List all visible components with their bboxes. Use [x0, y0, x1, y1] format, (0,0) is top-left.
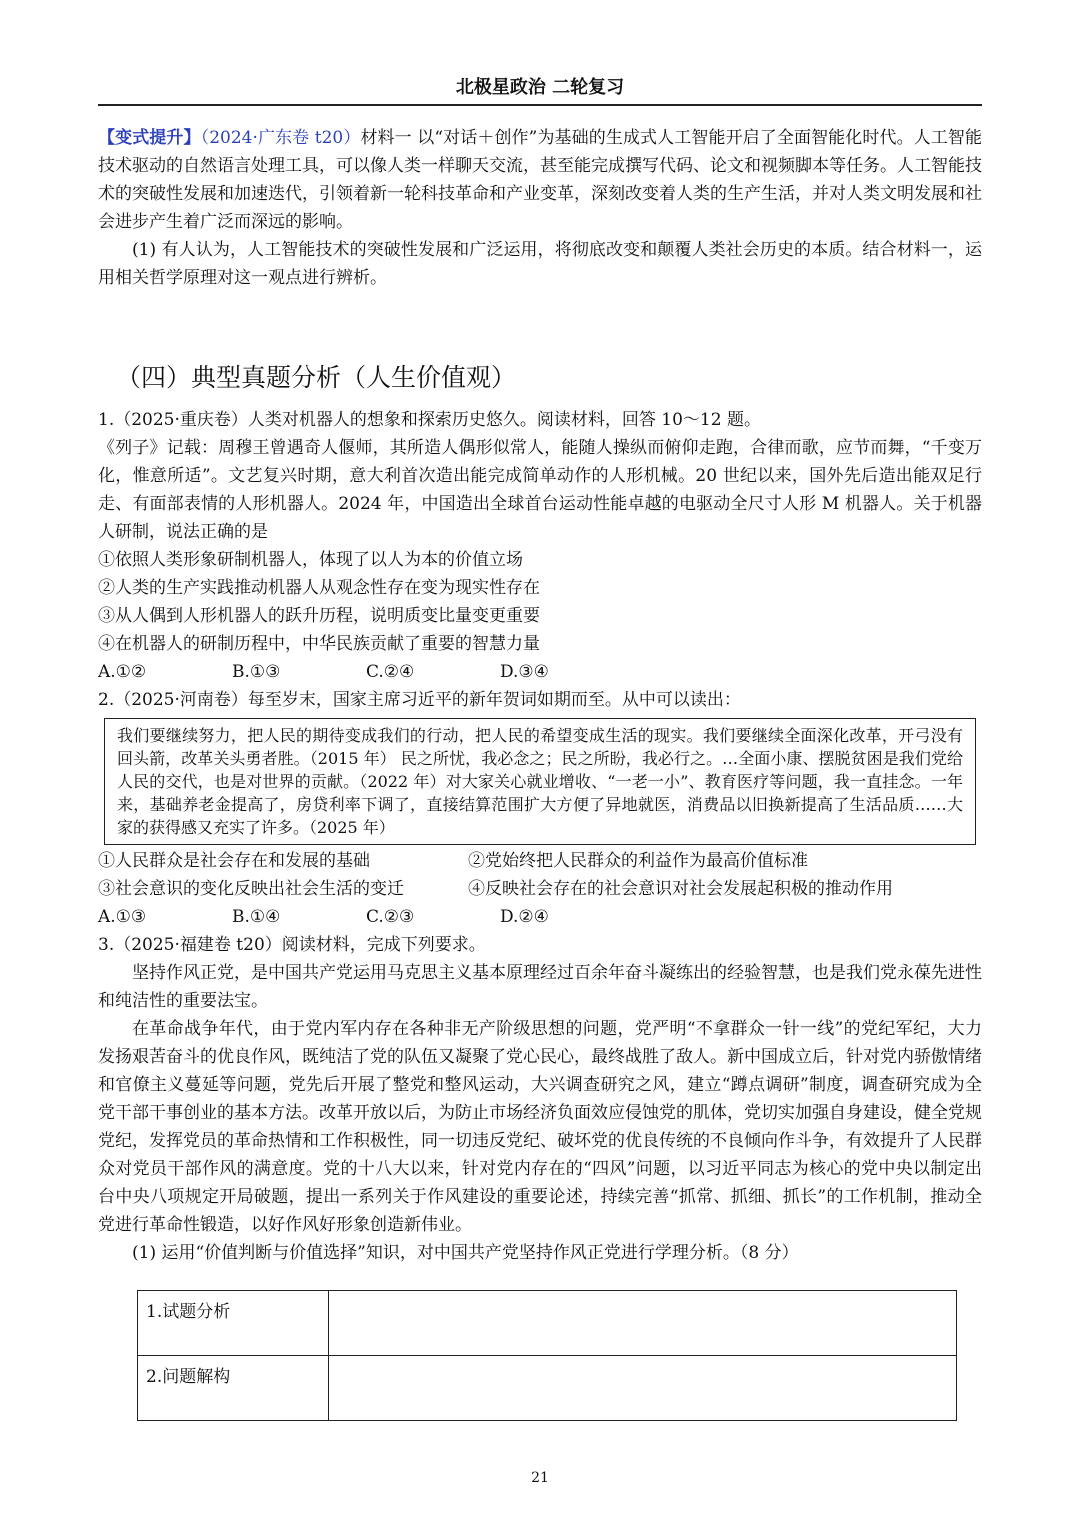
q3-stem: 3.（2025·福建卷 t20）阅读材料，完成下列要求。 [98, 935, 486, 955]
variant-tag: 【变式提升】 [98, 128, 201, 148]
q3-question: (1) 运用“价值判断与价值选择”知识，对中国共产党坚持作风正党进行学理分析。（8 分） [132, 1243, 799, 1263]
q1-item-2: ②人类的生产实践推动机器人从观念性存在变为现实性存在 [98, 578, 540, 598]
variant-source: （2024·广东卷 t20） [200, 128, 361, 148]
variant-question: (1) 有人认为，人工智能技术的突破性发展和广泛运用，将彻底改变和颠覆人类社会历史的本质。结合材料一，运用相关哲学原理对这一观点进行辨析。 [98, 240, 982, 288]
q1-stem: 1.（2025·重庆卷）人类对机器人的想象和探索历史悠久。阅读材料，回答 10～12 题。 [98, 410, 761, 430]
table-row-label-1: 1.试题分析 [138, 1291, 329, 1356]
table-row-label-2: 2.问题解构 [138, 1356, 329, 1421]
q2-option-c: C.②③ [366, 907, 415, 927]
q1-item-1: ①依照人类形象研制机器人，体现了以人为本的价值立场 [98, 550, 523, 570]
answer-cell-2[interactable] [329, 1356, 957, 1421]
q1-material: 《列子》记载：周穆王曾遇奇人偃师，其所造人偶形似常人，能随人操纵而俯仰走跑，合律而歌，应节而舞，“千变万化，惟意所适”。文艺复兴时期，意大利首次造出能完成简单动作的人形机械。20 世纪以来，国外先后造出能双足行走、有面部表情的人形机器人。2024 年，中国造出全球首台运动性能卓越的电驱动全尺寸人形 M 机器人。关于机器人研制，说法正确的是 [98, 438, 982, 542]
q2-items-row-2 [98, 875, 982, 903]
section-title: （四）典型真题分析（人生价值观） [116, 363, 517, 392]
table-row [138, 1356, 957, 1421]
q1-option-a: A.①② [98, 662, 147, 682]
main-content [98, 124, 982, 1267]
q2-item-2: ②党始终把人民群众的利益作为最高价值标准 [468, 851, 808, 871]
q2-quote-box: 我们要继续努力，把人民的期待变成我们的行动，把人民的希望变成生活的现实。我们要继续全面深化改革，开弓没有回头箭，改革关头勇者胜。（2015 年） 民之所忧，我必念之；民之所盼，我必行之。…全面小康、摆脱贫困是我们党给人民的交代，也是对世界的贡献。（2022 年）对大家关心就业增收、“一老一小”、教育医疗等问题，我一直挂念。一年来，基础养老金提高了，房贷利率下调了，直接结算范围扩大方便了异地就医，消费品以旧换新提高了生活品质……大家的获得感又充实了许多。（2025 年） [104, 718, 976, 845]
q1-item-4: ④在机器人的研制历程中，中华民族贡献了重要的智慧力量 [98, 634, 540, 654]
q2-stem: 2.（2025·河南卷）每至岁末，国家主席习近平的新年贺词如期而至。从中可以读出： [98, 690, 741, 710]
q2-item-1: ①人民群众是社会存在和发展的基础 [98, 851, 370, 871]
header-title: 北极星政治 二轮复习 [455, 77, 625, 98]
q2-options [98, 903, 982, 931]
q2-option-a: A.①③ [98, 907, 147, 927]
variant-material: 材料一 以“对话＋创作”为基础的生成式人工智能开启了全面智能化时代。人工智能技术驱动的自然语言处理工具，可以像人类一样聊天交流，甚至能完成撰写代码、论文和视频脚本等任务。人工智能技术的突破性发展和加速迭代，引领着新一轮科技革命和产业变革，深刻改变着人类的生产生活，并对人类文明发展和社会进步产生着广泛而深远的影响。 [98, 128, 982, 232]
q1-option-d: D.③④ [500, 662, 549, 682]
answer-table [137, 1290, 957, 1421]
q2-option-d: D.②④ [500, 907, 549, 927]
page-header [98, 74, 982, 106]
q2-items-row-1 [98, 847, 982, 875]
q1-option-b: B.①③ [232, 662, 281, 682]
q3-paragraph-1: 坚持作风正党，是中国共产党运用马克思主义基本原理经过百余年奋斗凝练出的经验智慧，也是我们党永葆先进性和纯洁性的重要法宝。 [98, 963, 982, 1011]
q2-item-3: ③社会意识的变化反映出社会生活的变迁 [98, 879, 404, 899]
q1-item-3: ③从人偶到人形机器人的跃升历程，说明质变比量变更重要 [98, 606, 540, 626]
q3-paragraph-2: 在革命战争年代，由于党内军内存在各种非无产阶级思想的问题，党严明“不拿群众一针一线”的党纪军纪，大力发扬艰苦奋斗的优良作风，既纯洁了党的队伍又凝聚了党心民心，最终战胜了敌人。新中国成立后，针对党内骄傲情绪和官僚主义蔓延等问题，党先后开展了整党和整风运动，大兴调查研究之风，建立“蹲点调研”制度，调查研究成为全党干部干事创业的基本方法。改革开放以后，为防止市场经济负面效应侵蚀党的肌体，党切实加强自身建设，健全党规党纪，发挥党员的革命热情和工作积极性，同一切违反党纪、破坏党的优良传统的不良倾向作斗争，有效提升了人民群众对党员干部作风的满意度。党的十八大以来，针对党内存在的“四风”问题，以习近平同志为核心的党中央以制定出台中央八项规定开局破题，提出一系列关于作风建设的重要论述，持续完善“抓常、抓细、抓长”的工作机制，推动全党进行革命性锻造，以好作风好形象创造新伟业。 [98, 1019, 982, 1235]
table-row [138, 1291, 957, 1356]
answer-cell-1[interactable] [329, 1291, 957, 1356]
variant-paragraph [98, 124, 982, 236]
page-number: 21 [531, 1470, 549, 1486]
q1-option-c: C.②④ [366, 662, 415, 682]
q1-options [98, 658, 982, 686]
q2-option-b: B.①④ [232, 907, 281, 927]
q2-item-4: ④反映社会存在的社会意识对社会发展起积极的推动作用 [468, 879, 893, 899]
